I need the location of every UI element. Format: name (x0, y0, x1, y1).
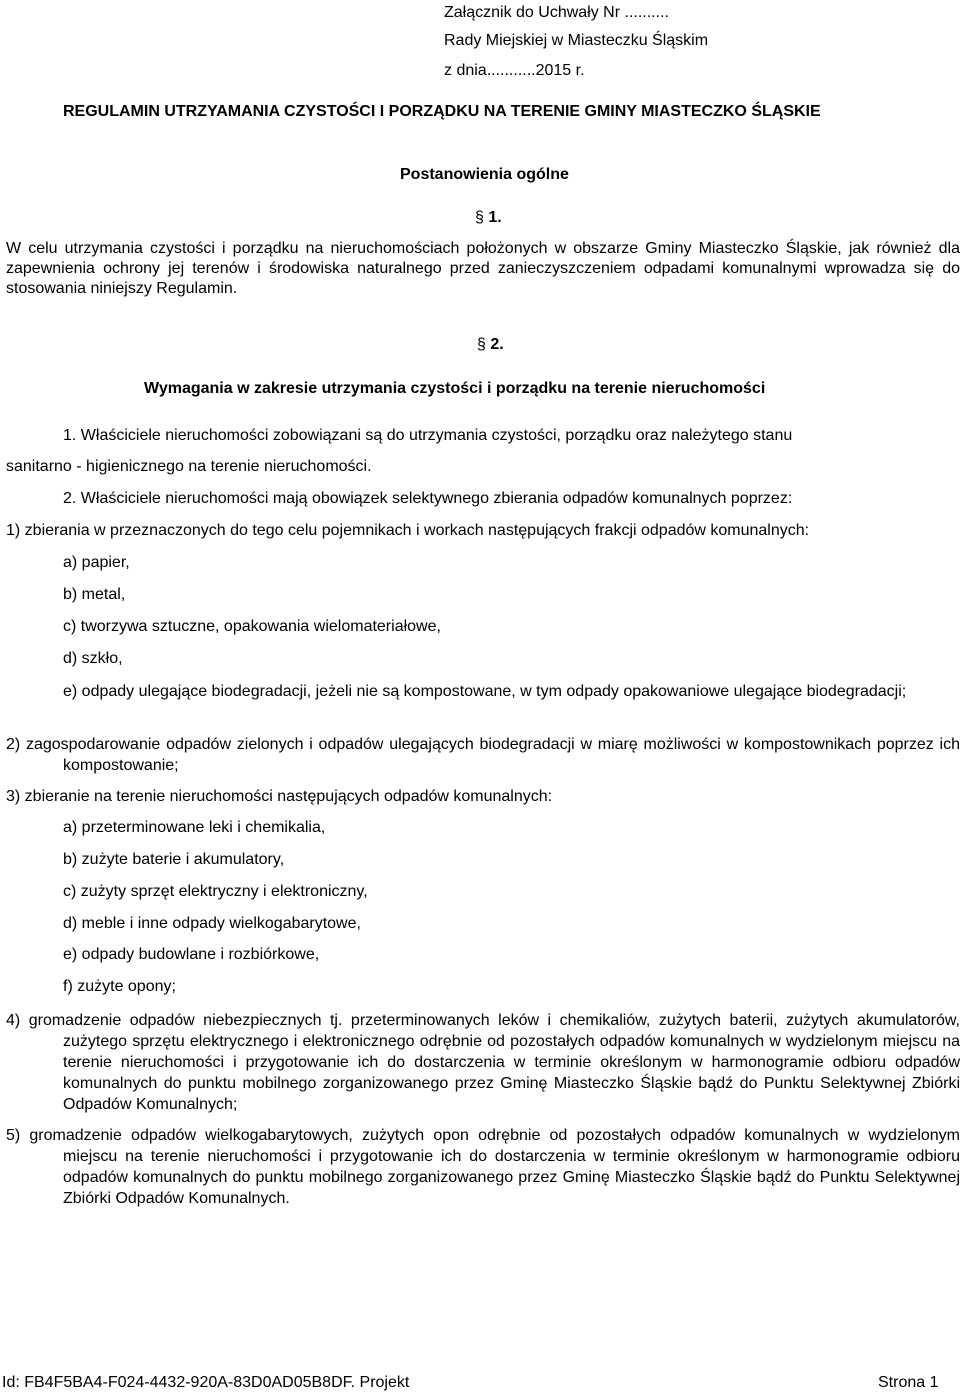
item-3-sub-a: a) przeterminowane leki i chemikalia, (63, 819, 326, 836)
item-1: 1) zbierania w przeznaczonych do tego celu pojemnikach i workach następujących frakcji odpadów komunalnych: (6, 522, 810, 539)
section-requirements-heading: Wymagania w zakresie utrzymania czystości i porządku na terenie nieruchomości (144, 380, 766, 397)
general-provisions-text: W celu utrzymania czystości i porządku na nieruchomościach położonych w obszarze Gminy Miasteczko Śląskie, jak również dla zapewnienia ochrony jej terenów i środowiska naturalnego przed zanieczyszczeniem odpadami komunalnymi wprowadza się do stosowania niniejszy Regulamin. (6, 240, 960, 297)
point-1-line-2: sanitarno - higienicznego na terenie nieruchomości. (6, 458, 372, 475)
item-3-sub-f: f) zużyte opony; (63, 978, 176, 995)
paragraph-mark-2: § 2. (477, 336, 504, 353)
point-1-line-1: 1. Właściciele nieruchomości zobowiązani są do utrzymania czystości, porządku oraz należytego stanu (63, 427, 793, 444)
item-4: 4) gromadzenie odpadów niebezpiecznych tj. przeterminowanych leków i chemikaliów, zużytych baterii, zużytych akumulatorów, zużytego sprzętu elektrycznego i elektronicznego odrębnie od pozostałych odpadów komunalnych w wydzielonym miejscu na terenie nieruchomości i przygotowanie ich do dostarczenia w terminie określonym w harmonogramie odbioru odpadów komunalnych do punktu mobilnego zorganizowanego przez Gminę Miasteczko Śląskie bądź do Punktu Selektywnej Zbiórki Odpadów Komunalnych; (6, 1012, 960, 1113)
paragraph-mark-1: § 1. (475, 209, 502, 226)
date-line: z dnia...........2015 r. (444, 62, 585, 79)
item-2: 2) zagospodarowanie odpadów zielonych i odpadów ulegających biodegradacji w miarę możliwości w kompostownikach poprzez ich kompostowanie; (6, 736, 960, 774)
item-5: 5) gromadzenie odpadów wielkogabarytowych, zużytych opon odrębnie od pozostałych odpadów komunalnych w wydzielonym miejscu na terenie nieruchomości i przygotowanie ich do dostarczenia w terminie określonym w harmonogramie odbioru odpadów komunalnych do punktu mobilnego zorganizowanego przez Gminę Miasteczko Śląskie bądź do Punktu Selektywnej Zbiórki Odpadów Komunalnych. (6, 1127, 960, 1207)
document-title: REGULAMIN UTRZYAMANIA CZYSTOŚCI I PORZĄDKU NA TERENIE GMINY MIASTECZKO ŚLĄSKIE (63, 103, 821, 120)
item-3: 3) zbieranie na terenie nieruchomości następujących odpadów komunalnych: (6, 788, 553, 805)
item-3-sub-c: c) zużyty sprzęt elektryczny i elektroniczny, (63, 883, 368, 900)
section-general-heading: Postanowienia ogólne (400, 166, 569, 183)
item-3-sub-e: e) odpady budowlane i rozbiórkowe, (63, 946, 320, 963)
attachment-line: Załącznik do Uchwały Nr .......... (444, 4, 669, 21)
item-1-sub-c: c) tworzywa sztuczne, opakowania wielomateriałowe, (63, 618, 441, 635)
footer-page-number: Strona 1 (878, 1374, 939, 1391)
point-2: 2. Właściciele nieruchomości mają obowiązek selektywnego zbierania odpadów komunalnych poprzez: (63, 490, 793, 507)
item-1-sub-e: e) odpady ulegające biodegradacji, jeżeli nie są kompostowane, w tym odpady opakowaniowe ulegające biodegradacji; (63, 683, 907, 700)
footer-document-id: Id: FB4F5BA4-F024-4432-920A-83D0AD05B8DF. Projekt (2, 1374, 410, 1391)
item-1-sub-d: d) szkło, (63, 650, 123, 667)
council-line: Rady Miejskiej w Miasteczku Śląskim (444, 32, 709, 49)
item-3-sub-b: b) zużyte baterie i akumulatory, (63, 851, 285, 868)
item-1-sub-b: b) metal, (63, 586, 126, 603)
item-1-sub-a: a) papier, (63, 554, 130, 571)
item-3-sub-d: d) meble i inne odpady wielkogabarytowe, (63, 915, 361, 932)
